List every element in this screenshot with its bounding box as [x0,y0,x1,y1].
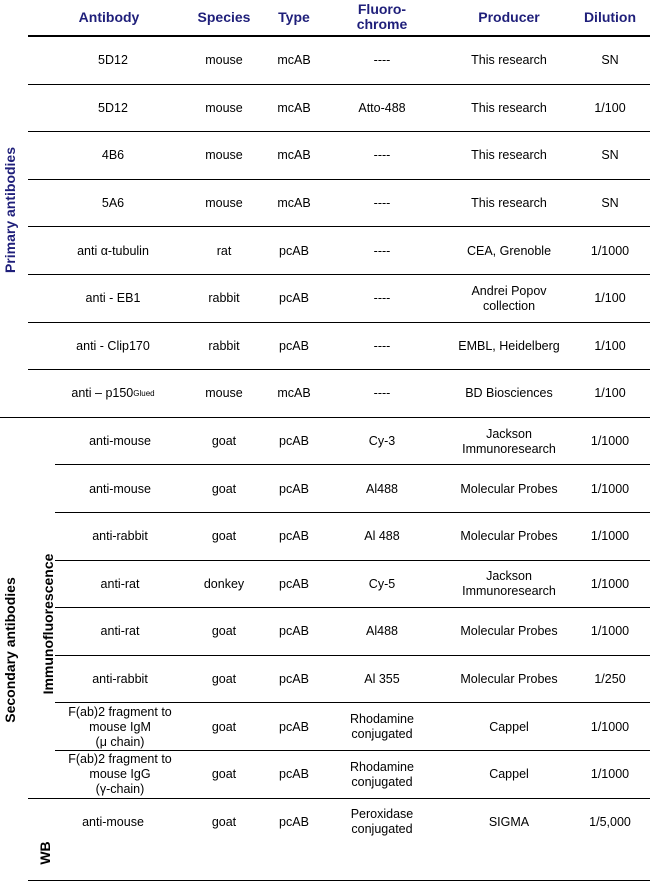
table-row [0,799,650,847]
cell-dilution: 1/1000 [590,576,630,591]
cell-type: mcAB [277,148,311,163]
cell-species: mouse [205,100,243,115]
cell-producer: Molecular Probes [460,624,558,639]
cell-producer: Molecular Probes [460,672,558,687]
table-row [0,37,650,85]
cell-fluoro: ---- [373,291,391,306]
cell-producer: Molecular Probes [460,529,558,544]
table-row [0,275,650,323]
cell-producer: Cappel [489,767,529,782]
cell-dilution: SN [601,148,619,163]
cell-species: goat [211,719,237,734]
cell-antibody: anti-mouse [82,814,144,829]
cell-fluoro: Cy-5 [368,576,396,591]
cell-dilution: 1/1000 [590,243,630,258]
cell-type: mcAB [277,53,311,68]
cell-type: mcAB [277,100,311,115]
cell-species: goat [211,481,237,496]
cell-producer: This research [471,100,547,115]
cell-antibody: 5D12 [98,100,128,115]
cell-type: pcAB [279,719,309,734]
table-row [0,180,650,228]
row-divider [55,655,650,656]
cell-producer: This research [471,196,547,211]
row-divider [28,35,650,37]
cell-fluoro: ---- [373,196,391,211]
cell-species: mouse [205,148,243,163]
table-row [0,751,650,799]
cell-dilution: 1/1000 [590,719,630,734]
cell-species: mouse [205,53,243,68]
cell-producer: Cappel [489,719,529,734]
cell-antibody: anti - Clip170 [76,338,150,353]
row-divider [28,226,650,227]
cell-fluoro: Rhodamine conjugated [350,759,414,789]
cell-species: rabbit [208,291,240,306]
row-divider [55,750,650,751]
cell-type: pcAB [279,576,309,591]
cell-fluoro: Al488 [366,624,398,639]
header-fluorochrome: Fluoro- chrome [356,1,408,32]
cell-type: pcAB [279,243,309,258]
cell-fluoro: ---- [373,243,391,258]
cell-producer: CEA, Grenoble [466,243,552,258]
row-divider [28,274,650,275]
cell-type: pcAB [279,434,309,449]
cell-species: goat [211,672,237,687]
cell-fluoro: ---- [373,53,391,68]
cell-type: pcAB [279,624,309,639]
cell-producer: This research [471,53,547,68]
cell-antibody: anti - EB1 [85,291,141,306]
cell-antibody: F(ab)2 fragment to mouse IgM (μ chain) [68,704,172,749]
cell-producer: This research [471,148,547,163]
cell-dilution: 1/100 [594,291,626,306]
cell-species: goat [211,624,237,639]
cell-type: pcAB [279,672,309,687]
cell-dilution: 1/1000 [590,767,630,782]
row-divider [28,131,650,132]
cell-fluoro: Al 488 [364,529,400,544]
table-row [0,608,650,656]
row-divider [28,322,650,323]
cell-producer: EMBL, Heidelberg [458,338,560,353]
header-species: Species [197,8,251,25]
cell-dilution: SN [601,196,619,211]
cell-antibody: 5A6 [101,196,125,211]
table-row [0,85,650,133]
cell-dilution: 1/100 [594,338,626,353]
superscript: Glued [133,389,155,399]
cell-fluoro: ---- [373,338,391,353]
header-producer: Producer [478,8,540,25]
cell-dilution: 1/1000 [590,624,630,639]
cell-species: mouse [205,196,243,211]
table-row [0,418,650,466]
cell-antibody: F(ab)2 fragment to mouse IgG (γ-chain) [68,752,172,797]
cell-dilution: 1/5,000 [589,814,631,829]
cell-producer: Jackson Immunoresearch [462,426,556,456]
cell-producer: BD Biosciences [465,386,553,401]
table-row [0,227,650,275]
cell-dilution: 1/100 [594,386,626,401]
cell-antibody: anti-mouse [89,481,151,496]
cell-antibody: anti-rat [100,624,140,639]
group-label-secondary: Secondary antibodies [2,577,18,723]
cell-antibody: anti-rabbit [92,672,148,687]
cell-species: mouse [205,386,243,401]
cell-species: rabbit [208,338,240,353]
cell-type: pcAB [279,814,309,829]
cell-dilution: SN [601,53,619,68]
row-divider [0,417,650,418]
table-row [0,656,650,704]
header-antibody: Antibody [78,8,140,25]
row-divider [55,560,650,561]
cell-dilution: 1/1000 [590,529,630,544]
header-type: Type [278,8,310,25]
cell-fluoro: Atto-488 [358,100,406,115]
cell-fluoro: ---- [373,148,391,163]
table-row [0,465,650,513]
cell-dilution: 1/250 [594,672,626,687]
cell-species: donkey [203,576,245,591]
row-divider [28,880,650,881]
cell-antibody: anti – p150 Glued [71,386,155,401]
cell-type: pcAB [279,529,309,544]
cell-type: pcAB [279,767,309,782]
table-row [0,370,650,418]
row-divider [55,464,650,465]
cell-fluoro: Al488 [366,481,398,496]
cell-type: mcAB [277,386,311,401]
cell-species: goat [211,767,237,782]
cell-species: goat [211,529,237,544]
cell-antibody: 5D12 [98,53,128,68]
cell-fluoro: Cy-3 [368,434,396,449]
row-divider [28,84,650,85]
cell-antibody: anti-rat [100,576,140,591]
cell-dilution: 1/1000 [590,481,630,496]
table-row [0,561,650,609]
cell-dilution: 1/1000 [590,434,630,449]
cell-antibody: anti-mouse [89,434,151,449]
cell-species: goat [211,434,237,449]
row-divider [55,702,650,703]
cell-antibody: anti-rabbit [92,529,148,544]
row-divider [55,512,650,513]
cell-fluoro: ---- [373,386,391,401]
header-dilution: Dilution [583,8,637,25]
cell-antibody: 4B6 [101,148,125,163]
cell-producer: Jackson Immunoresearch [462,569,556,599]
cell-type: pcAB [279,338,309,353]
cell-producer: SIGMA [488,814,530,829]
row-divider [55,607,650,608]
table-row [0,703,650,751]
cell-antibody: anti α-tubulin [77,243,149,258]
cell-type: mcAB [277,196,311,211]
cell-fluoro: Rhodamine conjugated [350,712,414,742]
cell-species: goat [211,814,237,829]
cell-type: pcAB [279,291,309,306]
cell-dilution: 1/100 [594,100,626,115]
table-row [0,323,650,371]
row-divider [28,369,650,370]
cell-species: rat [216,243,232,258]
group-label-wb: WB [37,841,53,865]
cell-type: pcAB [279,481,309,496]
row-divider [28,798,650,799]
group-label-primary: Primary antibodies [2,146,18,274]
cell-producer: Molecular Probes [460,481,558,496]
cell-fluoro: Peroxidase conjugated [350,807,414,837]
cell-fluoro: Al 355 [364,672,400,687]
group-label-immunofluorescence: Immunofluorescence [40,553,56,695]
table-row [0,132,650,180]
cell-producer: Andrei Popov collection [471,283,547,313]
row-divider [28,179,650,180]
table-row [0,513,650,561]
